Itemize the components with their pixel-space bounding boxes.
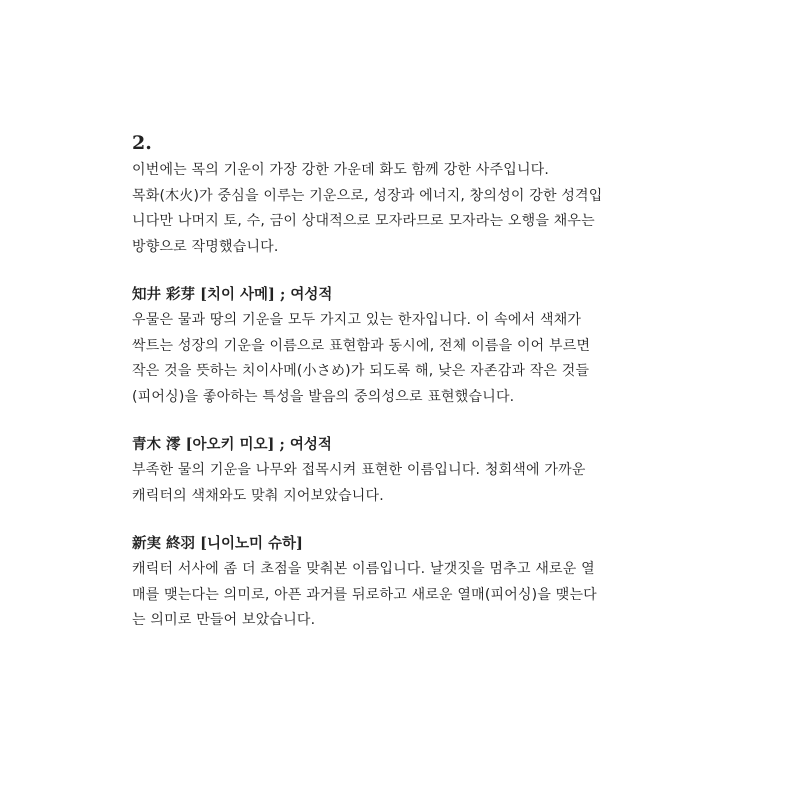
- document-content: [132, 128, 692, 634]
- intro-line: 이번에는 목의 기운이 가장 강한 가운데 화도 함께 강한 사주입니다.: [132, 162, 550, 178]
- description-line: 작은 것을 뜻하는 치이사메(小さめ)가 되도록 해, 낮은 자존감과 작은 것들: [132, 363, 590, 379]
- intro-line: 방향으로 작명했습니다.: [132, 238, 279, 255]
- intro-line: 니다만 나머지 토, 수, 금이 상대적으로 모자라므로 모자라는 오행을 채우는: [132, 213, 595, 229]
- description-line: 캐릭터의 색채와도 맞춰 지어보았습니다.: [132, 487, 384, 504]
- description-line: 는 의미로 만들어 보았습니다.: [132, 612, 316, 628]
- name-title-aoki-mio: 青木 澪 [아오키 미오] ; 여성적: [132, 436, 332, 453]
- description-line: 싹트는 성장의 기운을 이름으로 표현함과 동시에, 전체 이름을 이어 부르면: [132, 337, 591, 354]
- description-line: 우물은 물과 땅의 기운을 모두 가지고 있는 한자입니다. 이 속에서 색채가: [132, 312, 582, 328]
- intro-line: 목화(木火)가 중심을 이루는 기운으로, 성장과 에너지, 창의성이 강한 성격입: [132, 187, 603, 204]
- name-description-aoki-mio: [132, 458, 692, 509]
- name-description-chii-same: [132, 308, 692, 410]
- name-description-niinomi-shuha: [132, 557, 692, 634]
- description-line: (피어싱)을 좋아하는 특성을 발음의 중의성으로 표현했습니다.: [132, 388, 515, 405]
- description-line: 캐릭터 서사에 좀 더 초점을 맞춰본 이름입니다. 날갯짓을 멈추고 새로운 열: [132, 561, 595, 577]
- description-line: 부족한 물의 기운을 나무와 접목시켜 표현한 이름입니다. 청회색에 가까운: [132, 462, 586, 478]
- section-number-heading: 2.: [132, 132, 152, 154]
- name-title-niinomi-shuha: 新実 終羽 [니이노미 슈하]: [132, 535, 303, 552]
- name-title-chii-same: 知井 彩芽 [치이 사메] ; 여성적: [132, 286, 333, 303]
- intro-paragraph: [132, 158, 692, 260]
- description-line: 매를 맺는다는 의미로, 아픈 과거를 뒤로하고 새로운 열매(피어싱)을 맺는다: [132, 586, 597, 603]
